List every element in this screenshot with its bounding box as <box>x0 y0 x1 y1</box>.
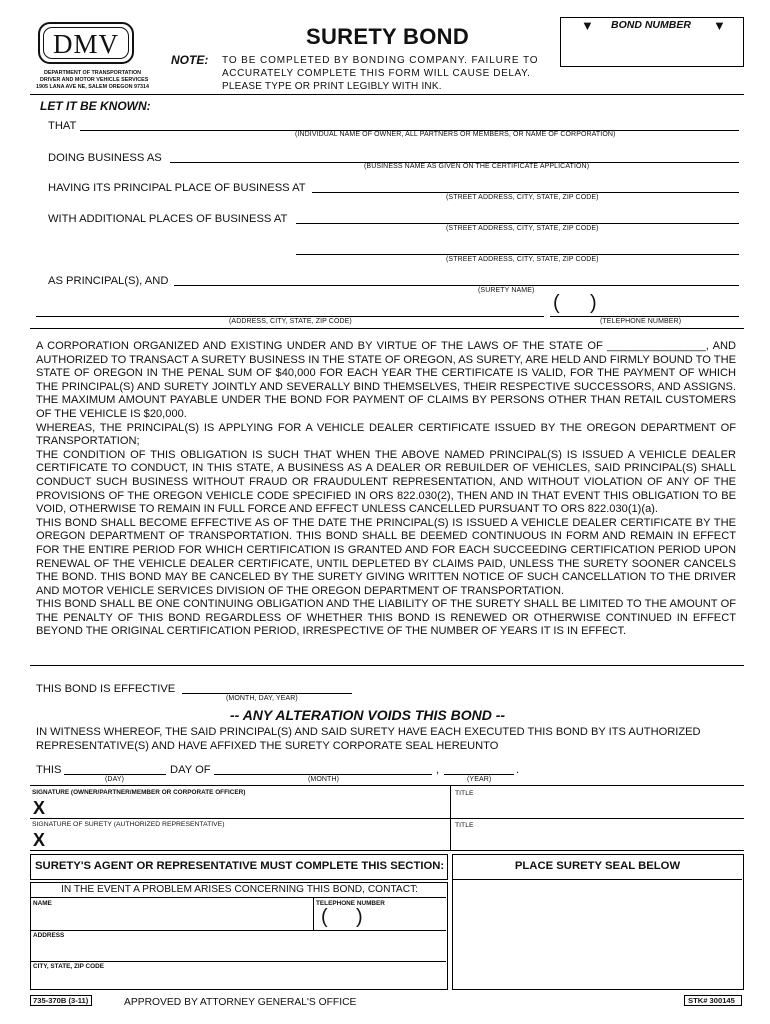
month-field[interactable] <box>214 774 432 775</box>
surety-signature-field[interactable] <box>50 828 446 848</box>
additional-address-hint-1: (STREET ADDRESS, CITY, STATE, ZIP CODE) <box>446 225 599 232</box>
additional-places-label: WITH ADDITIONAL PLACES OF BUSINESS AT <box>48 213 288 225</box>
agent-heading: SURETY'S AGENT OR REPRESENTATIVE MUST COMPLETE THIS SECTION: <box>35 860 445 872</box>
surety-signature-x: X <box>33 830 46 850</box>
witness-text: IN WITNESS WHEREOF, THE SAID PRINCIPAL(S) AND SAID SURETY HAVE EACH EXECUTED THIS BOND BY ITS AUTHORIZED REPRESENTATIVE(S) AND HAVE AFFIXED THE SURETY CORPORATE SEAL HEREUNTO <box>36 726 701 752</box>
as-principal-label: AS PRINCIPAL(S), AND <box>48 275 169 287</box>
year-hint: (YEAR) <box>467 776 492 783</box>
day-hint: (DAY) <box>105 776 125 783</box>
surety-name-hint: (SURETY NAME) <box>478 287 535 294</box>
dba-hint: (BUSINESS NAME AS GIVEN ON THE CERTIFICATE APPLICATION) <box>364 163 590 170</box>
surety-address-field[interactable] <box>36 316 544 317</box>
surety-seal-box[interactable] <box>452 854 744 990</box>
date-comma: , <box>436 764 440 776</box>
dmv-logo <box>38 22 134 64</box>
date-period: . <box>516 764 520 776</box>
note-line1: TO BE COMPLETED BY BONDING COMPANY. FAILURE TO <box>222 55 539 66</box>
surety-address-hint: (ADDRESS, CITY, STATE, ZIP CODE) <box>229 318 352 325</box>
alteration-warning: -- ANY ALTERATION VOIDS THIS BOND -- <box>230 707 506 723</box>
agency-line1: DEPARTMENT OF TRANSPORTATION <box>44 70 142 76</box>
surety-title-field[interactable] <box>455 830 740 848</box>
arrow-down-icon: ▼ <box>581 18 594 33</box>
stock-number: STK# 300145 <box>688 996 735 1005</box>
surety-phone-hint: (TELEPHONE NUMBER) <box>600 318 682 325</box>
surety-title-label: TITLE <box>455 822 474 829</box>
day-of-label: DAY OF <box>170 764 211 776</box>
that-label: THAT <box>48 120 77 132</box>
contact-line: IN THE EVENT A PROBLEM ARISES CONCERNING THIS BOND, CONTACT: <box>61 884 419 895</box>
city-label: CITY, STATE, ZIP CODE <box>33 963 105 970</box>
bond-body-text <box>36 340 736 639</box>
owner-signature-x: X <box>33 798 46 818</box>
owner-title-label: TITLE <box>455 790 474 797</box>
year-field[interactable] <box>444 774 514 775</box>
that-hint: (INDIVIDUAL NAME OF OWNER, ALL PARTNERS OR MEMBERS, OR NAME OF CORPORATION) <box>295 131 616 138</box>
seal-heading: PLACE SURETY SEAL BELOW <box>514 860 681 872</box>
agent-heading-box <box>30 854 448 880</box>
note-line3: PLEASE TYPE OR PRINT LEGIBLY WITH INK. <box>222 81 442 92</box>
agent-name-field[interactable] <box>33 909 311 929</box>
principal-place-label: HAVING ITS PRINCIPAL PLACE OF BUSINESS AT <box>48 182 306 194</box>
stock-number-badge <box>684 995 742 1006</box>
surety-name-field[interactable] <box>174 285 739 286</box>
paragraph-whereas: WHEREAS, THE PRINCIPAL(S) IS APPLYING FOR A VEHICLE DEALER CERTIFICATE ISSUED BY THE OREGON DEPARTMENT OF TRANSPORTATION; <box>36 421 736 448</box>
agent-phone-paren-open: ( <box>321 906 328 928</box>
additional-address-hint-2: (STREET ADDRESS, CITY, STATE, ZIP CODE) <box>446 256 599 263</box>
paragraph-corporation: A CORPORATION ORGANIZED AND EXISTING UNDER AND BY VIRTUE OF THE LAWS OF THE STATE OF ________________, AND AUTHORIZED TO TRANSACT A SURETY BUSINESS IN THE STATE OF OREGON, AS SURETY, ARE HELD AND FIRMLY BOUND TO THE STATE OF OREGON IN THE PENAL SUM OF $40,000 FOR EACH YEAR THE CERTIFICATE IS VALID, FOR THE PAYMENT OF WHICH THE PRINCIPAL(S) AND SURETY JOINTLY AND SEVERALLY BIND THEMSELVES, THEIR RESPECTIVE SUCCESSORS, AND ASSIGNS. THE MAXIMUM AMOUNT PAYABLE UNDER THE BOND FOR PAYMENT OF CLAIMS BY PERSONS OTHER THAN RETAIL CUSTOMERS OF THE VEHICLE IS $20,000. <box>36 340 736 420</box>
dba-label: DOING BUSINESS AS <box>48 152 162 164</box>
name-label: NAME <box>33 900 52 907</box>
phone-label: TELEPHONE NUMBER <box>316 900 385 907</box>
owner-signature-label: SIGNATURE (OWNER/PARTNER/MEMBER OR CORPORATE OFFICER) <box>32 789 246 796</box>
address-label: ADDRESS <box>33 932 65 939</box>
agent-address-field[interactable] <box>33 941 443 961</box>
bond-number-label: BOND NUMBER <box>611 19 691 31</box>
surety-phone-field[interactable] <box>550 316 739 317</box>
note-line2: ACCURATELY COMPLETE THIS FORM WILL CAUSE DELAY. <box>222 68 531 79</box>
paragraph-effective: THIS BOND SHALL BECOME EFFECTIVE AS OF THE DATE THE PRINCIPAL(S) IS ISSUED A VEHICLE DEALER CERTIFICATE BY THE OREGON DEPARTMENT OF TRANSPORTATION. THIS BOND SHALL BE DEEMED CONTINUOUS IN FORM AND REMAIN IN EFFECT FOR THE ENTIRE PERIOD FOR WHICH CERTIFICATION IS GRANTED AND FOR EACH SUCCEEDING CERTIFICATION PERIOD UPON RENEWAL OF THE VEHICLE DEALER CERTIFICATE, UNTIL DEPLETED BY CLAIMS PAID, UNLESS THE SURETY SOONER CANCELS THE BOND. THIS BOND MAY BE CANCELED BY THE SURETY GIVING WRITTEN NOTICE OF SUCH CANCELLATION TO THE DRIVER AND MOTOR VEHICLE SERVICES DIVISION OF THE OREGON DEPARTMENT OF TRANSPORTATION. <box>36 516 736 597</box>
let-it-be-known-heading: LET IT BE KNOWN: <box>40 99 151 113</box>
additional-places-field-1[interactable] <box>296 223 739 224</box>
note-label: NOTE: <box>171 53 209 67</box>
paragraph-condition: THE CONDITION OF THIS OBLIGATION IS SUCH THAT WHEN THE ABOVE NAMED PRINCIPAL(S) IS ISSUED A VEHICLE DEALER CERTIFICATE TO CONDUCT, IN THIS STATE, A BUSINESS AS A DEALER OR REBUILDER OF VEHICLES, SAID PRINCIPAL(S) SHALL CONDUCT SUCH BUSINESS WITHOUT FRAUD OR FRAUDULENT REPRESENTATION, AND WITHOUT VIOLATION OF ANY OF THE PROVISIONS OF THE OREGON VEHICLE CODE SPECIFIED IN ORS 822.030(2), THEN AND IN THAT EVENT THIS OBLIGATION TO BE VOID, OTHERWISE TO REMAIN IN FULL FORCE AND EFFECT UNLESS CANCELLED PURSUANT TO ORS 822.030(1)(a). <box>36 448 736 516</box>
owner-signature-field[interactable] <box>50 796 446 816</box>
month-hint: (MONTH) <box>308 776 340 783</box>
bond-number-field[interactable] <box>560 17 744 67</box>
form-number-badge <box>30 995 92 1006</box>
effective-label: THIS BOND IS EFFECTIVE <box>36 683 176 695</box>
agent-phone-field[interactable] <box>315 909 445 929</box>
agent-contact-box <box>30 882 448 990</box>
agent-city-field[interactable] <box>33 972 443 988</box>
logo-text: DMV <box>52 29 119 59</box>
form-number: 735-370B (3-11) <box>33 996 89 1005</box>
phone-paren-open: ( <box>553 292 560 314</box>
agency-line2: DRIVER AND MOTOR VEHICLE SERVICES <box>40 77 149 83</box>
day-field[interactable] <box>64 774 166 775</box>
arrow-down-icon: ▼ <box>713 18 726 33</box>
form-title: SURETY BOND <box>306 24 470 49</box>
approved-text: APPROVED BY ATTORNEY GENERAL'S OFFICE <box>124 997 357 1008</box>
surety-signature-label: SIGNATURE OF SURETY (AUTHORIZED REPRESENTATIVE) <box>32 821 225 828</box>
effective-date-hint: (MONTH, DAY, YEAR) <box>226 695 298 702</box>
effective-date-field[interactable] <box>182 693 352 694</box>
agency-line3: 1905 LANA AVE NE, SALEM OREGON 97314 <box>36 84 150 90</box>
phone-paren-close: ) <box>590 292 597 314</box>
this-label: THIS <box>36 764 62 776</box>
owner-title-field[interactable] <box>455 798 740 816</box>
principal-place-field[interactable] <box>312 192 739 193</box>
agent-phone-paren-close: ) <box>356 906 363 928</box>
additional-places-field-2[interactable] <box>296 254 739 255</box>
paragraph-continuing: THIS BOND SHALL BE ONE CONTINUING OBLIGATION AND THE LIABILITY OF THE SURETY SHALL BE LIMITED TO THE AMOUNT OF THE PENALTY OF THIS BOND REGARDLESS OF WHETHER THIS BOND IS RENEWED OR OTHERWISE CONTINUED IN EFFECT BEYOND THE ORIGINAL CERTIFICATION PERIOD, IRRESPECTIVE OF THE NUMBER OF YEARS IT IS IN EFFECT. <box>36 598 736 638</box>
principal-address-hint: (STREET ADDRESS, CITY, STATE, ZIP CODE) <box>446 194 599 201</box>
